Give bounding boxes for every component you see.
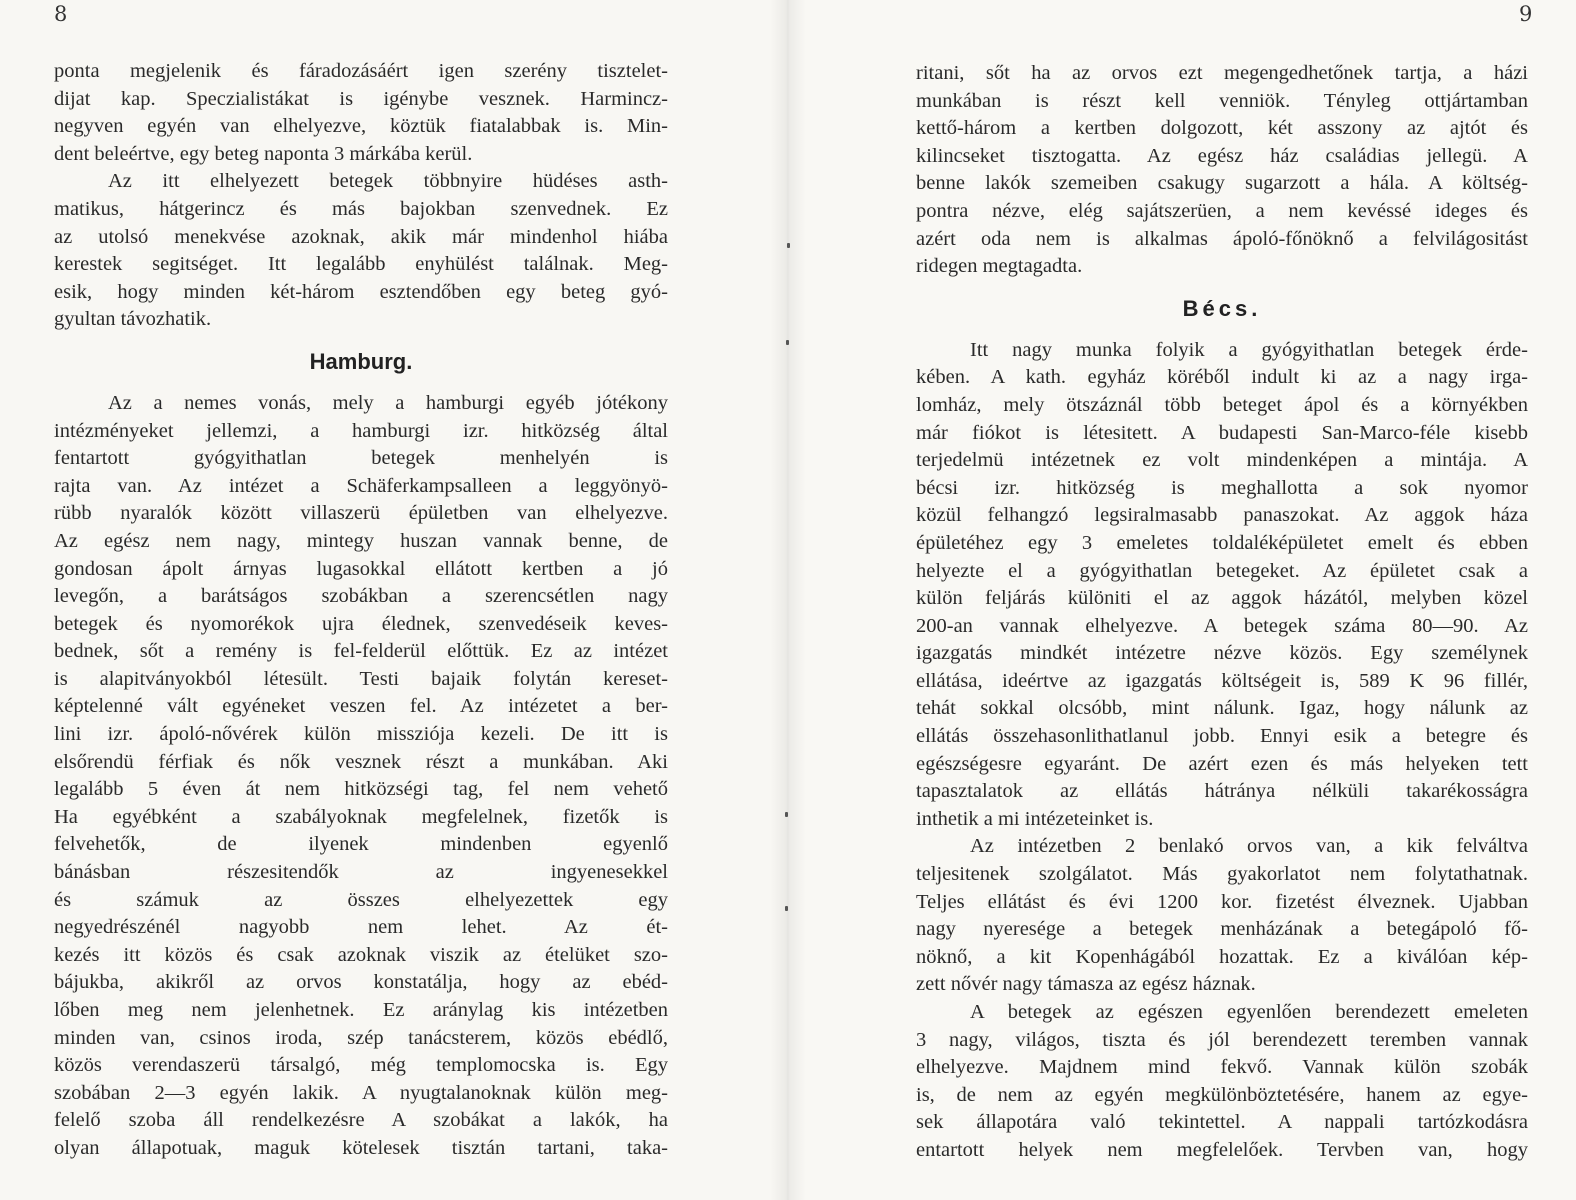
- text-line: nöknő, a kit Kopenhágából hozattak. Ez a kiválóan kép-: [916, 945, 1528, 968]
- section-heading-becs: Bécs.: [1182, 295, 1262, 321]
- text-line: pontra nézve, elég sajátszerüen, a nem kevéssé ideges és: [916, 199, 1528, 222]
- text-line: bednek, sőt a remény is fel-felderül előttük. Ez az intézet: [54, 640, 668, 663]
- right-page: [788, 0, 1576, 1200]
- text-line: nagy nyeresége a betegek menházának a betegápoló fő-: [916, 918, 1528, 941]
- right-lines-before: [916, 60, 1528, 281]
- text-line: Itt nagy munka folyik a gyógyithatlan betegek érde-: [970, 338, 1528, 361]
- left-lines-before: [54, 58, 668, 334]
- text-line: negyedrészénél nagyobb nem lehet. Az ét-: [54, 916, 668, 939]
- paper-speck: [787, 243, 790, 248]
- text-line: gondosan ápolt árnyas lugasokkal ellátott kertben a jó: [54, 557, 668, 580]
- text-line: negyven egyén van elhelyezve, köztük fiatalabbak is. Min-: [54, 115, 668, 138]
- text-line: legalább 5 éven át nem hitközségi tag, fel nem vehető: [54, 778, 668, 801]
- text-line: Az itt elhelyezett betegek többnyire hüdéses asth-: [108, 170, 668, 193]
- book-gutter: [770, 0, 806, 1200]
- text-line: is alapitványokból létesült. Testi bajaik folytán kereset-: [54, 667, 668, 690]
- text-line: 200-an vannak elhelyezve. A betegek száma 80—90. Az: [916, 614, 1528, 637]
- paper-speck: [785, 906, 788, 911]
- text-line: sek állapotára való tekintettel. A nappali tartózkodásra: [916, 1111, 1528, 1134]
- text-line: kerestek segitséget. Itt legalább enyhülést találnak. Meg-: [54, 253, 668, 276]
- text-line: kettő-három a kertben dolgozott, két asszony az ajtót és: [916, 117, 1528, 140]
- text-line: szobában 2—3 egyén lakik. A nyugtalanoknak külön meg-: [54, 1081, 668, 1104]
- text-line: egészségesre egyaránt. De azért ezen és más helyeken tett: [916, 752, 1528, 775]
- text-line: bánásban részesitendők az ingyenesekkel: [54, 861, 668, 884]
- text-line: azért oda nem is alkalmas ápoló-főnöknő a felvilágositást: [916, 227, 1528, 250]
- text-line: gyultan távozhatik.: [54, 308, 212, 331]
- text-line: ritani, sőt ha az orvos ezt megengedhetőnek tartja, a házi: [916, 62, 1528, 84]
- text-line: ellátás összehasonlithatlanul jobb. Ennyi esik a betegre és: [916, 725, 1528, 748]
- paper-speck: [786, 340, 789, 345]
- page-number-left: 8: [54, 2, 68, 26]
- text-line: 3 nagy, világos, tiszta és jól berendezett teremben vannak: [916, 1028, 1528, 1051]
- text-line: zett nővér nagy támasza az egész háznak.: [916, 973, 1256, 996]
- text-line: lini izr. ápoló-nővérek külön missziója kezeli. De itt is: [54, 723, 668, 746]
- text-line: közös verendaszerü társalgó, még templomocska is. Egy: [54, 1054, 668, 1077]
- text-line: minden van, csinos iroda, szép tanácsterem, közös ebédlő,: [54, 1026, 668, 1049]
- text-line: már fiókot is létesitett. A budapesti San-Marco-féle kisebb: [916, 421, 1528, 444]
- text-line: olyan állapotuak, maguk kötelesek tisztán tartani, taka-: [54, 1136, 668, 1159]
- section-heading-hamburg: Hamburg.: [309, 348, 413, 374]
- text-line: benne lakók szemeiben csakugy sugarzott a hála. A költség-: [916, 172, 1528, 195]
- text-line: kezés itt közös és csak azoknak viszik az ételüket szo-: [54, 943, 668, 966]
- text-line: felvehetők, de ilyenek mindenben egyenlő: [54, 833, 668, 856]
- text-line: épületéhez egy 3 emeletes toldaléképületet emelt és ebben: [916, 531, 1528, 554]
- text-line: lőben meg nem jelenhetnek. Ez aránylag kis intézetben: [54, 999, 668, 1021]
- text-line: felelő szoba áll rendelkezésre A szobákat a lakók, ha: [54, 1109, 668, 1132]
- text-line: közül felhangzó legsiralmasabb panaszokat. Az aggok háza: [916, 504, 1528, 527]
- text-line: kilincseket tisztogatta. Az egész ház családias jellegü. A: [916, 144, 1528, 167]
- text-line: az utolsó menekvése azoknak, akik már mindenhol hiába: [54, 225, 668, 248]
- text-line: Teljes ellátást és évi 1200 kor. fizetést élveznek. Ujabban: [916, 890, 1528, 913]
- text-line: ridegen megtagadta.: [916, 255, 1083, 278]
- text-line: is, de nem az egyén megkülönböztetésére, hanem az egye-: [916, 1083, 1528, 1106]
- text-line: Az a nemes vonás, mely a hamburgi egyéb jótékony: [108, 391, 668, 414]
- text-line: külön feljárás különiti el az aggok házától, melyben közel: [916, 587, 1528, 610]
- text-line: teljesitenek szolgálatot. Más gyakorlatot nem folytathatnak.: [916, 863, 1528, 886]
- text-line: dijat kap. Speczialistákat is igénybe vesznek. Harmincz-: [54, 87, 668, 110]
- text-line: rübb nyaralók között villaszerü épületben van elhelyezve.: [54, 502, 668, 525]
- right-lines-after: [916, 337, 1528, 1165]
- text-line: elhelyezve. Majdnem mind fekvő. Vannak külön szobák: [916, 1056, 1528, 1079]
- text-line: lomház, mely ötszáznál több beteget ápol és a környékben: [916, 393, 1528, 416]
- text-line: igazgatás mindkét intézetre nézve közös. Egy személynek: [916, 642, 1528, 665]
- text-line: ellátása, ideértve az igazgatás költségeit is, 589 K 96 fillér,: [916, 669, 1528, 692]
- left-page-text: [54, 58, 668, 1163]
- paper-speck: [785, 812, 788, 817]
- text-line: bájukba, akikről az orvos konstatálja, hogy az ebéd-: [54, 971, 668, 994]
- text-line: képtelenné vált egyéneket veszen fel. Az intézetet a ber-: [54, 695, 668, 718]
- text-line: esik, hogy minden két-három esztendőben egy beteg gyó-: [54, 280, 668, 303]
- text-line: Ha egyébként a szabályoknak megfelelnek, fizetők is: [54, 805, 668, 828]
- text-line: fentartott gyógyithatlan betegek menhelyén is: [54, 447, 668, 470]
- text-line: tehát sokkal olcsóbb, mint nálunk. Igaz, hogy nálunk az: [916, 697, 1528, 720]
- text-line: tapasztalatok az ellátás hátránya nélküli takarékosságra: [916, 780, 1528, 803]
- text-line: ponta megjelenik és fáradozásáért igen szerény tisztelet-: [54, 60, 668, 82]
- text-line: Az intézetben 2 benlakó orvos van, a kik felváltva: [970, 835, 1528, 858]
- text-line: entartott helyek nem megfelelőek. Tervben van, hogy: [916, 1138, 1528, 1161]
- left-lines-after: [54, 390, 668, 1163]
- text-line: rajta van. Az intézet a Schäferkampsalleen a leggyönyö-: [54, 474, 668, 497]
- text-line: intézményeket jellemzi, a hamburgi izr. hitközség által: [54, 419, 668, 442]
- text-line: A betegek az egészen egyenlően berendezett emeleten: [970, 1001, 1528, 1023]
- text-line: és számuk az összes elhelyezettek egy: [54, 888, 668, 911]
- text-line: helyezte el a gyógyithatlan betegeket. Az épületet csak a: [916, 559, 1528, 582]
- text-line: terjedelmü intézetnek ez volt mindenképen a mintája. A: [916, 449, 1528, 472]
- right-page-text: [916, 60, 1528, 1165]
- text-line: betegek és nyomorékok ujra élednek, szenvedéseik keves-: [54, 612, 668, 635]
- text-line: Az egész nem nagy, mintegy huszan vannak benne, de: [54, 529, 668, 552]
- text-line: levegőn, a barátságos szobákban a szerencsétlen nagy: [54, 585, 668, 608]
- text-line: bécsi izr. hitközség is meghallotta a sok nyomor: [916, 476, 1528, 499]
- text-line: inthetik a mi intézeteinket is.: [916, 807, 1154, 830]
- text-line: elsőrendü férfiak és nők vesznek részt a munkában. Aki: [54, 750, 668, 773]
- text-line: munkában is részt kell venniök. Tényleg ottjártamban: [916, 89, 1528, 112]
- text-line: matikus, hátgerincz és más bajokban szenvednek. Ez: [54, 197, 668, 220]
- page-number-right: 9: [1519, 2, 1533, 26]
- text-line: kében. A kath. egyház köréből indult ki az a nagy irga-: [916, 366, 1528, 389]
- text-line: dent beleértve, egy beteg naponta 3 márkába kerül.: [54, 142, 473, 165]
